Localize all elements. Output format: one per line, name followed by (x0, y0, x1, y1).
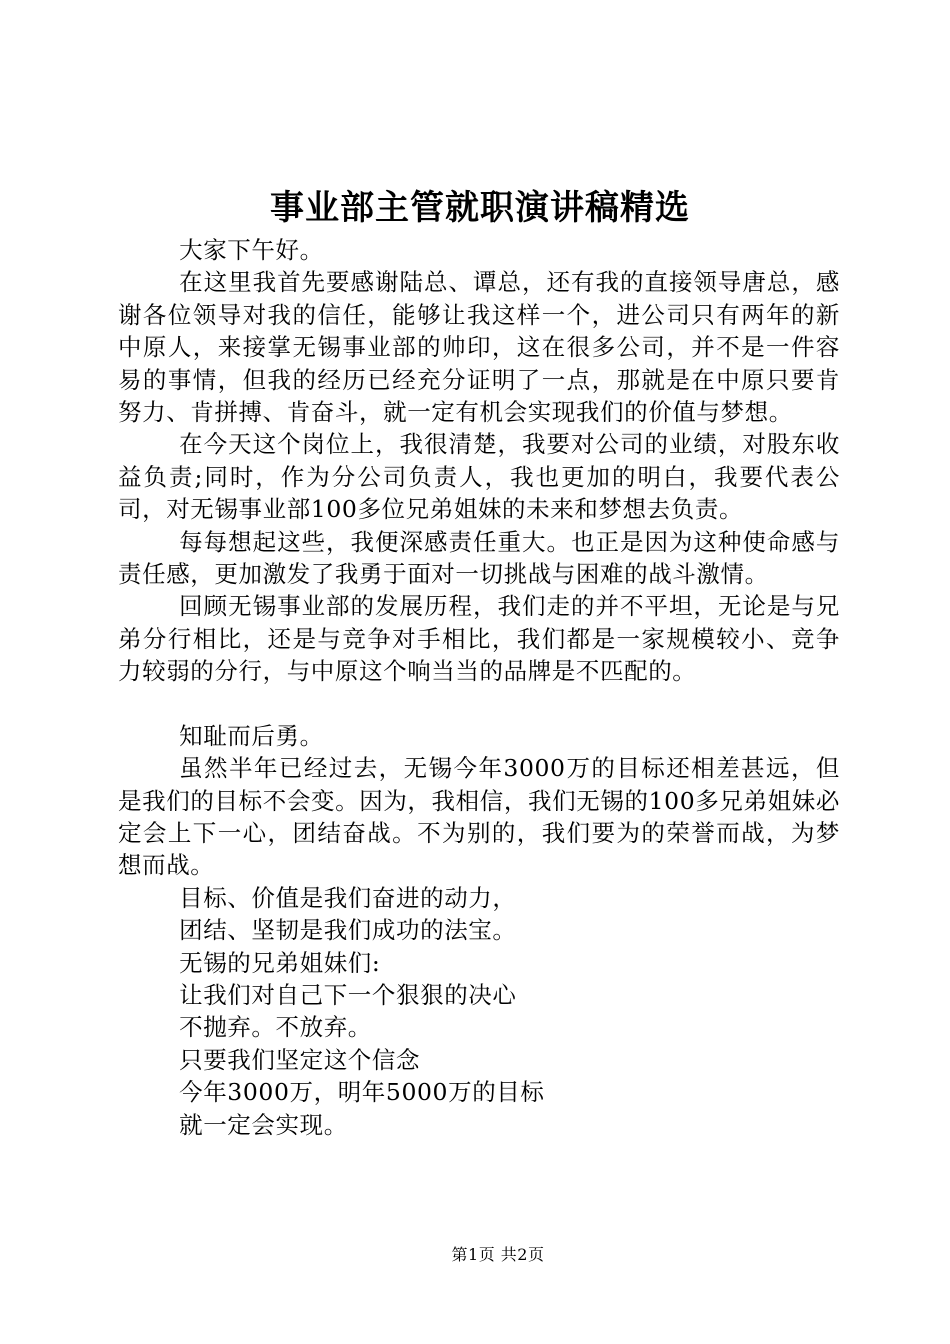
document-body (118, 234, 840, 1141)
paragraph-responsibility: 在今天这个岗位上，我很清楚，我要对公司的业绩，对股东收益负责;同时，作为分公司负责人，我也更加的明白，我要代表公司，对无锡事业部100多位兄弟姐妹的未来和梦想去负责。 (118, 430, 840, 524)
verse-line: 团结、坚韧是我们成功的法宝。 (179, 916, 517, 945)
paragraph-spacer (118, 688, 840, 720)
verse-line: 无锡的兄弟姐妹们: (179, 948, 381, 977)
paragraph-mission: 每每想起这些，我便深感责任重大。也正是因为这种使命感与责任感，更加激发了我勇于面对一切挑战与困难的战斗激情。 (118, 527, 840, 589)
verse-line: 只要我们坚定这个信念 (179, 1045, 421, 1074)
verse-line: 就一定会实现。 (179, 1110, 348, 1139)
verse-line: 今年3000万，明年5000万的目标 (179, 1078, 545, 1107)
paragraph-history: 回顾无锡事业部的发展历程，我们走的并不平坦，无论是与兄弟分行相比，还是与竞争对手相比，我们都是一家规模较小、竞争力较弱的分行，与中原这个响当当的品牌是不匹配的。 (118, 592, 840, 686)
paragraph-greeting: 大家下午好。 (179, 236, 324, 264)
paragraph-motto: 知耻而后勇。 (179, 721, 324, 750)
verse-line: 不抛弃。不放弃。 (179, 1013, 372, 1042)
page-footer: 第1页 共2页 (451, 1245, 545, 1264)
paragraph-goal: 虽然半年已经过去，无锡今年3000万的目标还相差甚远，但是我们的目标不会变。因为，我相信，我们无锡的100多兄弟姐妹必定会上下一心，团结奋战。不为别的，我们要为的荣誉而战，为梦想而战。 (118, 754, 840, 880)
verse-line: 目标、价值是我们奋进的动力， (179, 883, 517, 912)
document-title: 事业部主管就职演讲稿精选 (270, 188, 690, 228)
verse-line: 让我们对自己下一个狠狠的决心 (179, 980, 517, 1009)
paragraph-thanks: 在这里我首先要感谢陆总、谭总，还有我的直接领导唐总，感谢各位领导对我的信任，能够让我这样一个，进公司只有两年的新中原人，来接掌无锡事业部的帅印，这在很多公司，并不是一件容易的事情，但我的经历已经充分证明了一点，那就是在中原只要肯努力、肯拼搏、肯奋斗，就一定有机会实现我们的价值与梦想。 (118, 268, 840, 427)
